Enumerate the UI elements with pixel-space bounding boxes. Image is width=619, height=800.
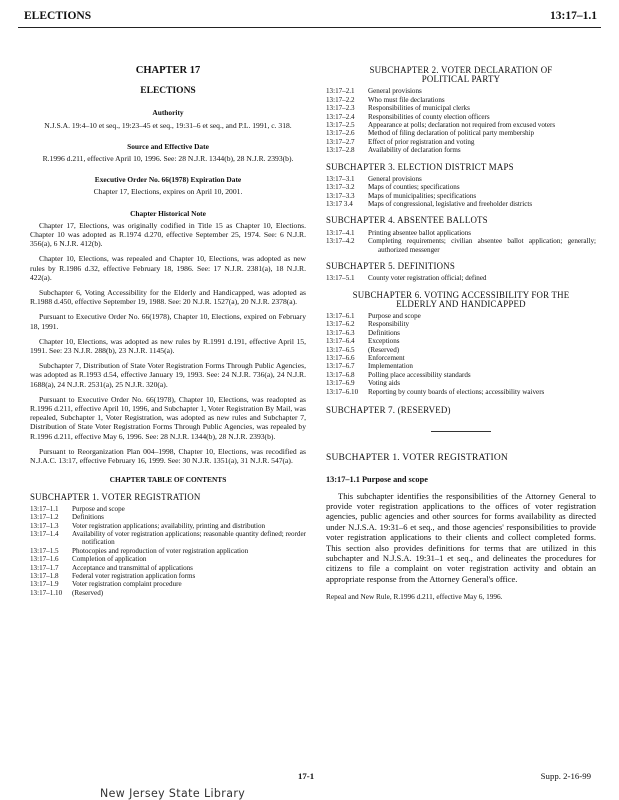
toc-list — [326, 312, 596, 396]
toc-number: 13:17 3.4 — [326, 200, 353, 209]
toc-number: 13:17–4.2 — [326, 237, 355, 246]
right-column — [326, 66, 596, 605]
toc-list — [326, 229, 596, 254]
subchapter-5-heading: SUBCHAPTER 5. DEFINITIONS — [326, 260, 456, 271]
history-paragraph: Chapter 10, Elections, was repealed and Chapter 10, Elections, was adopted as new rules by R.1986 d.32, effective February 18, 1986. See: 17 N.J.R. 2381(a), 18 N.J.R. 422(a). — [30, 254, 306, 282]
history-heading: Chapter Historical Note — [130, 208, 206, 218]
subchapter-7-heading: SUBCHAPTER 7. (RESERVED) — [326, 404, 451, 415]
toc-title: Completing requirements; civilian absentee ballot application; generally; authorized messenger — [368, 237, 596, 254]
toc-number: 13:17–5.1 — [326, 274, 355, 283]
toc-title: Reporting by county boards of elections; accessibility waivers — [368, 387, 545, 396]
toc-title: Purpose and scope — [368, 311, 421, 320]
section-note: Repeal and New Rule, R.1996 d.211, effective May 6, 1996. — [326, 592, 503, 602]
toc-title: Exceptions — [368, 337, 400, 346]
history-paragraph: Chapter 10, Elections, was adopted as new rules by R.1991 d.191, effective April 15, 1991. See: 23 N.J.R. 288(b), 23 N.J.R. 1145(a). — [30, 336, 306, 356]
history-paragraph: Pursuant to Executive Order No. 66(1978), Chapter 10, Elections, expired on February 18, 1991. — [30, 312, 306, 331]
toc-title: Voter registration applications; availability, printing and distribution — [72, 521, 266, 530]
authority-heading: Authority — [152, 108, 184, 118]
toc-number: 13:17–6.1 — [326, 311, 355, 320]
toc-number: 13:17–6.9 — [326, 379, 355, 388]
toc-list — [326, 274, 596, 282]
toc-title: (Reserved) — [72, 588, 104, 597]
toc-title: Maps of counties; specifications — [368, 183, 460, 192]
toc-number: 13:17–6.5 — [326, 345, 355, 354]
toc-number: 13:17–6.7 — [326, 362, 355, 371]
toc-title: General provisions — [368, 174, 422, 183]
history-paragraph: Subchapter 6, Voting Accessibility for the Elderly and Handicapped, was adopted as R.1988 d.450, effective September 19, 1988. See: 20 N.J.R. 1527(a), 20 N.J.R. 2378(a). — [30, 288, 306, 307]
toc-title: Voting aids — [368, 379, 400, 388]
toc-title: Acceptance and transmittal of applications — [72, 563, 193, 572]
toc-title: Definitions — [368, 328, 400, 337]
toc-title: Enforcement — [368, 353, 405, 362]
toc-number: 13:17–1.7 — [30, 563, 59, 572]
toc-number: 13:17–3.1 — [326, 174, 355, 183]
toc-list — [326, 87, 596, 154]
subchapter-2-heading — [326, 66, 596, 84]
toc-number: 13:17–6.6 — [326, 353, 355, 362]
running-header — [18, 10, 597, 26]
eo-heading: Executive Order No. 66(1978) Expiration Date — [94, 175, 242, 185]
chapter-title: ELECTIONS — [140, 86, 196, 97]
toc-title: Availability of voter registration applications; reasonable quantity defined; reorder notification — [72, 529, 306, 547]
toc-number: 13:17–1.1 — [30, 504, 59, 513]
toc-title: Effect of prior registration and voting — [368, 137, 475, 146]
toc-title: Federal voter registration application forms — [72, 571, 196, 580]
toc-title: Voter registration complaint procedure — [72, 580, 182, 589]
eo-text: Chapter 17, Elections, expires on April 10, 2001. — [93, 187, 243, 197]
header-right: 13:17–1.1 — [550, 10, 597, 22]
toc-number: 13:17–1.9 — [30, 580, 59, 589]
section-divider — [431, 431, 491, 432]
subchapter-1-title: SUBCHAPTER 1. VOTER REGISTRATION — [326, 453, 508, 464]
toc-number: 13:17–1.8 — [30, 571, 59, 580]
toc-title: Responsibility — [368, 320, 409, 329]
toc-title: General provisions — [368, 87, 422, 96]
subchapter-2-heading-line1: SUBCHAPTER 2. VOTER DECLARATION OF — [369, 65, 553, 75]
chapter-number: CHAPTER 17 — [135, 65, 201, 76]
toc-title: Maps of congressional, legislative and freeholder districts — [368, 200, 533, 209]
history-paragraph: Subchapter 7, Distribution of State Voter Registration Forms Through Public Agencies, was adopted as R.1993 d.54, effective January 19, 1993. See: 24 N.J.R. 736(a), 24 N.J.R. 1688(a), 24 N.J.R. 2531(a), 25 N.J.R. 320(a). — [30, 361, 306, 389]
toc-number: 13:17–4.1 — [326, 228, 355, 237]
left-column — [30, 62, 306, 597]
history-paragraph: Pursuant to Reorganization Plan 004–1998, Chapter 10, Elections, was recodified as N.J.A.C. 13:17, effective February 16, 1999. See: 30 N.J.R. 1351(a), 31 N.J.R. 547(a). — [30, 446, 306, 466]
subchapter-6-heading — [326, 291, 596, 309]
toc-title: Purpose and scope — [72, 504, 125, 513]
toc-title: Polling place accessibility standards — [368, 370, 471, 379]
section-heading: 13:17–1.1 Purpose and scope — [326, 475, 428, 485]
toc-number: 13:17–1.3 — [30, 521, 59, 530]
toc-number: 13:17–2.2 — [326, 95, 355, 104]
toc-number: 13:17–1.5 — [30, 546, 59, 555]
toc-title: Who must file declarations — [368, 95, 445, 104]
toc-title: County voter registration official; defined — [368, 274, 487, 283]
subchapter-4-heading: SUBCHAPTER 4. ABSENTEE BALLOTS — [326, 215, 488, 226]
toc-title: Method of filing declaration of political party membership — [368, 129, 535, 138]
toc-number: 13:17–2.5 — [326, 121, 355, 130]
toc-list — [30, 505, 306, 597]
toc-title: Responsibilities of county election officers — [368, 112, 490, 121]
toc-title: Printing absentee ballot applications — [368, 228, 472, 237]
header-rule — [18, 27, 601, 28]
toc-number: 13:17–3.3 — [326, 191, 355, 200]
toc-number: 13:17–2.1 — [326, 87, 355, 96]
authority-text: N.J.S.A. 19:4–10 et seq., 19:23–45 et seq., 19:31–6 et seq., and P.L. 1991, c. 318. — [44, 120, 292, 130]
toc-title: Appearance at polls; declaration not required from excused voters — [368, 121, 556, 130]
toc-number: 13:17–6.3 — [326, 328, 355, 337]
toc-title: Maps of municipalities; specifications — [368, 191, 477, 200]
toc-title: Completion of application — [72, 555, 147, 564]
subchapter-6-heading-line2: ELDERLY AND HANDICAPPED — [396, 298, 526, 309]
toc-heading: CHAPTER TABLE OF CONTENTS — [109, 475, 227, 485]
supplement-date: Supp. 2-16-99 — [540, 771, 591, 781]
toc-title: Availability of declaration forms — [368, 146, 461, 155]
toc-number: 13:17–1.2 — [30, 513, 59, 522]
toc-number: 13:17–1.6 — [30, 555, 59, 564]
toc-number: 13:17–2.8 — [326, 146, 355, 155]
toc-number: 13:17–6.8 — [326, 370, 355, 379]
toc-title: (Reserved) — [368, 345, 400, 354]
toc-number: 13:17–2.7 — [326, 137, 355, 146]
library-stamp: New Jersey State Library — [100, 786, 246, 800]
toc-number: 13:17–2.4 — [326, 112, 355, 121]
history-paragraph: Pursuant to Executive Order No. 66(1978), Chapter 10, Elections, was readopted as R.1996 d.211, effective April 10, 1996, and Subchapter 1, Voter Registration By Mail, was repealed, Subchapter 1, Voter Registration, was adopted as new rules and Subchapter 7, Distribution of State Voter Registration Forms Through Public Agencies, was repealed by R.1996 d.211, effective May 6, 1996. See: 28 N.J.R. 1344(b), 28 N.J.R. 2393(b). — [30, 394, 306, 441]
toc-number: 13:17–6.4 — [326, 337, 355, 346]
toc-number: 13:17–6.10 — [326, 387, 359, 396]
history-paragraph: Chapter 17, Elections, was originally codified in Title 15 as Chapter 10, Elections. Chapter 10 was adopted as R.1974 d.270, effective September 25, 1974. See: 6 N.J.R. 356(a), 6 N.J.R. 412(b). — [30, 220, 306, 249]
header-left: ELECTIONS — [24, 10, 92, 22]
toc-title: Photocopies and reproduction of voter registration application — [72, 546, 249, 555]
toc-title: Implementation — [368, 362, 413, 371]
toc-list — [326, 175, 596, 209]
source-heading: Source and Effective Date — [127, 141, 209, 151]
toc-number: 13:17–2.6 — [326, 129, 355, 138]
toc-number: 13:17–2.3 — [326, 104, 355, 113]
toc-number: 13:17–1.10 — [30, 588, 63, 597]
toc-title: Definitions — [72, 513, 104, 522]
toc-number: 13:17–6.2 — [326, 320, 355, 329]
section-body: This subchapter identifies the responsibilities of the Attorney General to provide voter registration applications to the offices of voter registration agencies, public agencies and other sources for forms availability as directed under N.J.S.A. 19:31–6 et seq., and those agencies' responsibilities to provide voter registration applications to their clients and collect completed forms. This section also provides definitions for terms that are utilized in this subchapter and N.J.S.A. 19:31–1 et seq., and delineates the procedures for citizens to file a complaint on voter registration activity and obtain an appropriate response from the Attorney General's office. — [326, 490, 596, 584]
subchapter-6-heading-line1: SUBCHAPTER 6. VOTING ACCESSIBILITY FOR THE — [352, 289, 570, 300]
subchapter-2-heading-line2: POLITICAL PARTY — [421, 74, 501, 85]
toc-number: 13:17–1.4 — [30, 529, 59, 538]
subchapter-3-heading: SUBCHAPTER 3. ELECTION DISTRICT MAPS — [326, 161, 514, 172]
page-number: 17-1 — [298, 771, 315, 781]
toc-number: 13:17–3.2 — [326, 183, 355, 192]
subchapter-1-heading: SUBCHAPTER 1. VOTER REGISTRATION — [30, 491, 201, 502]
source-text: R.1996 d.211, effective April 10, 1996. See: 28 N.J.R. 1344(b), 28 N.J.R. 2393(b). — [42, 154, 294, 164]
toc-title: Responsibilities of municipal clerks — [368, 104, 470, 113]
